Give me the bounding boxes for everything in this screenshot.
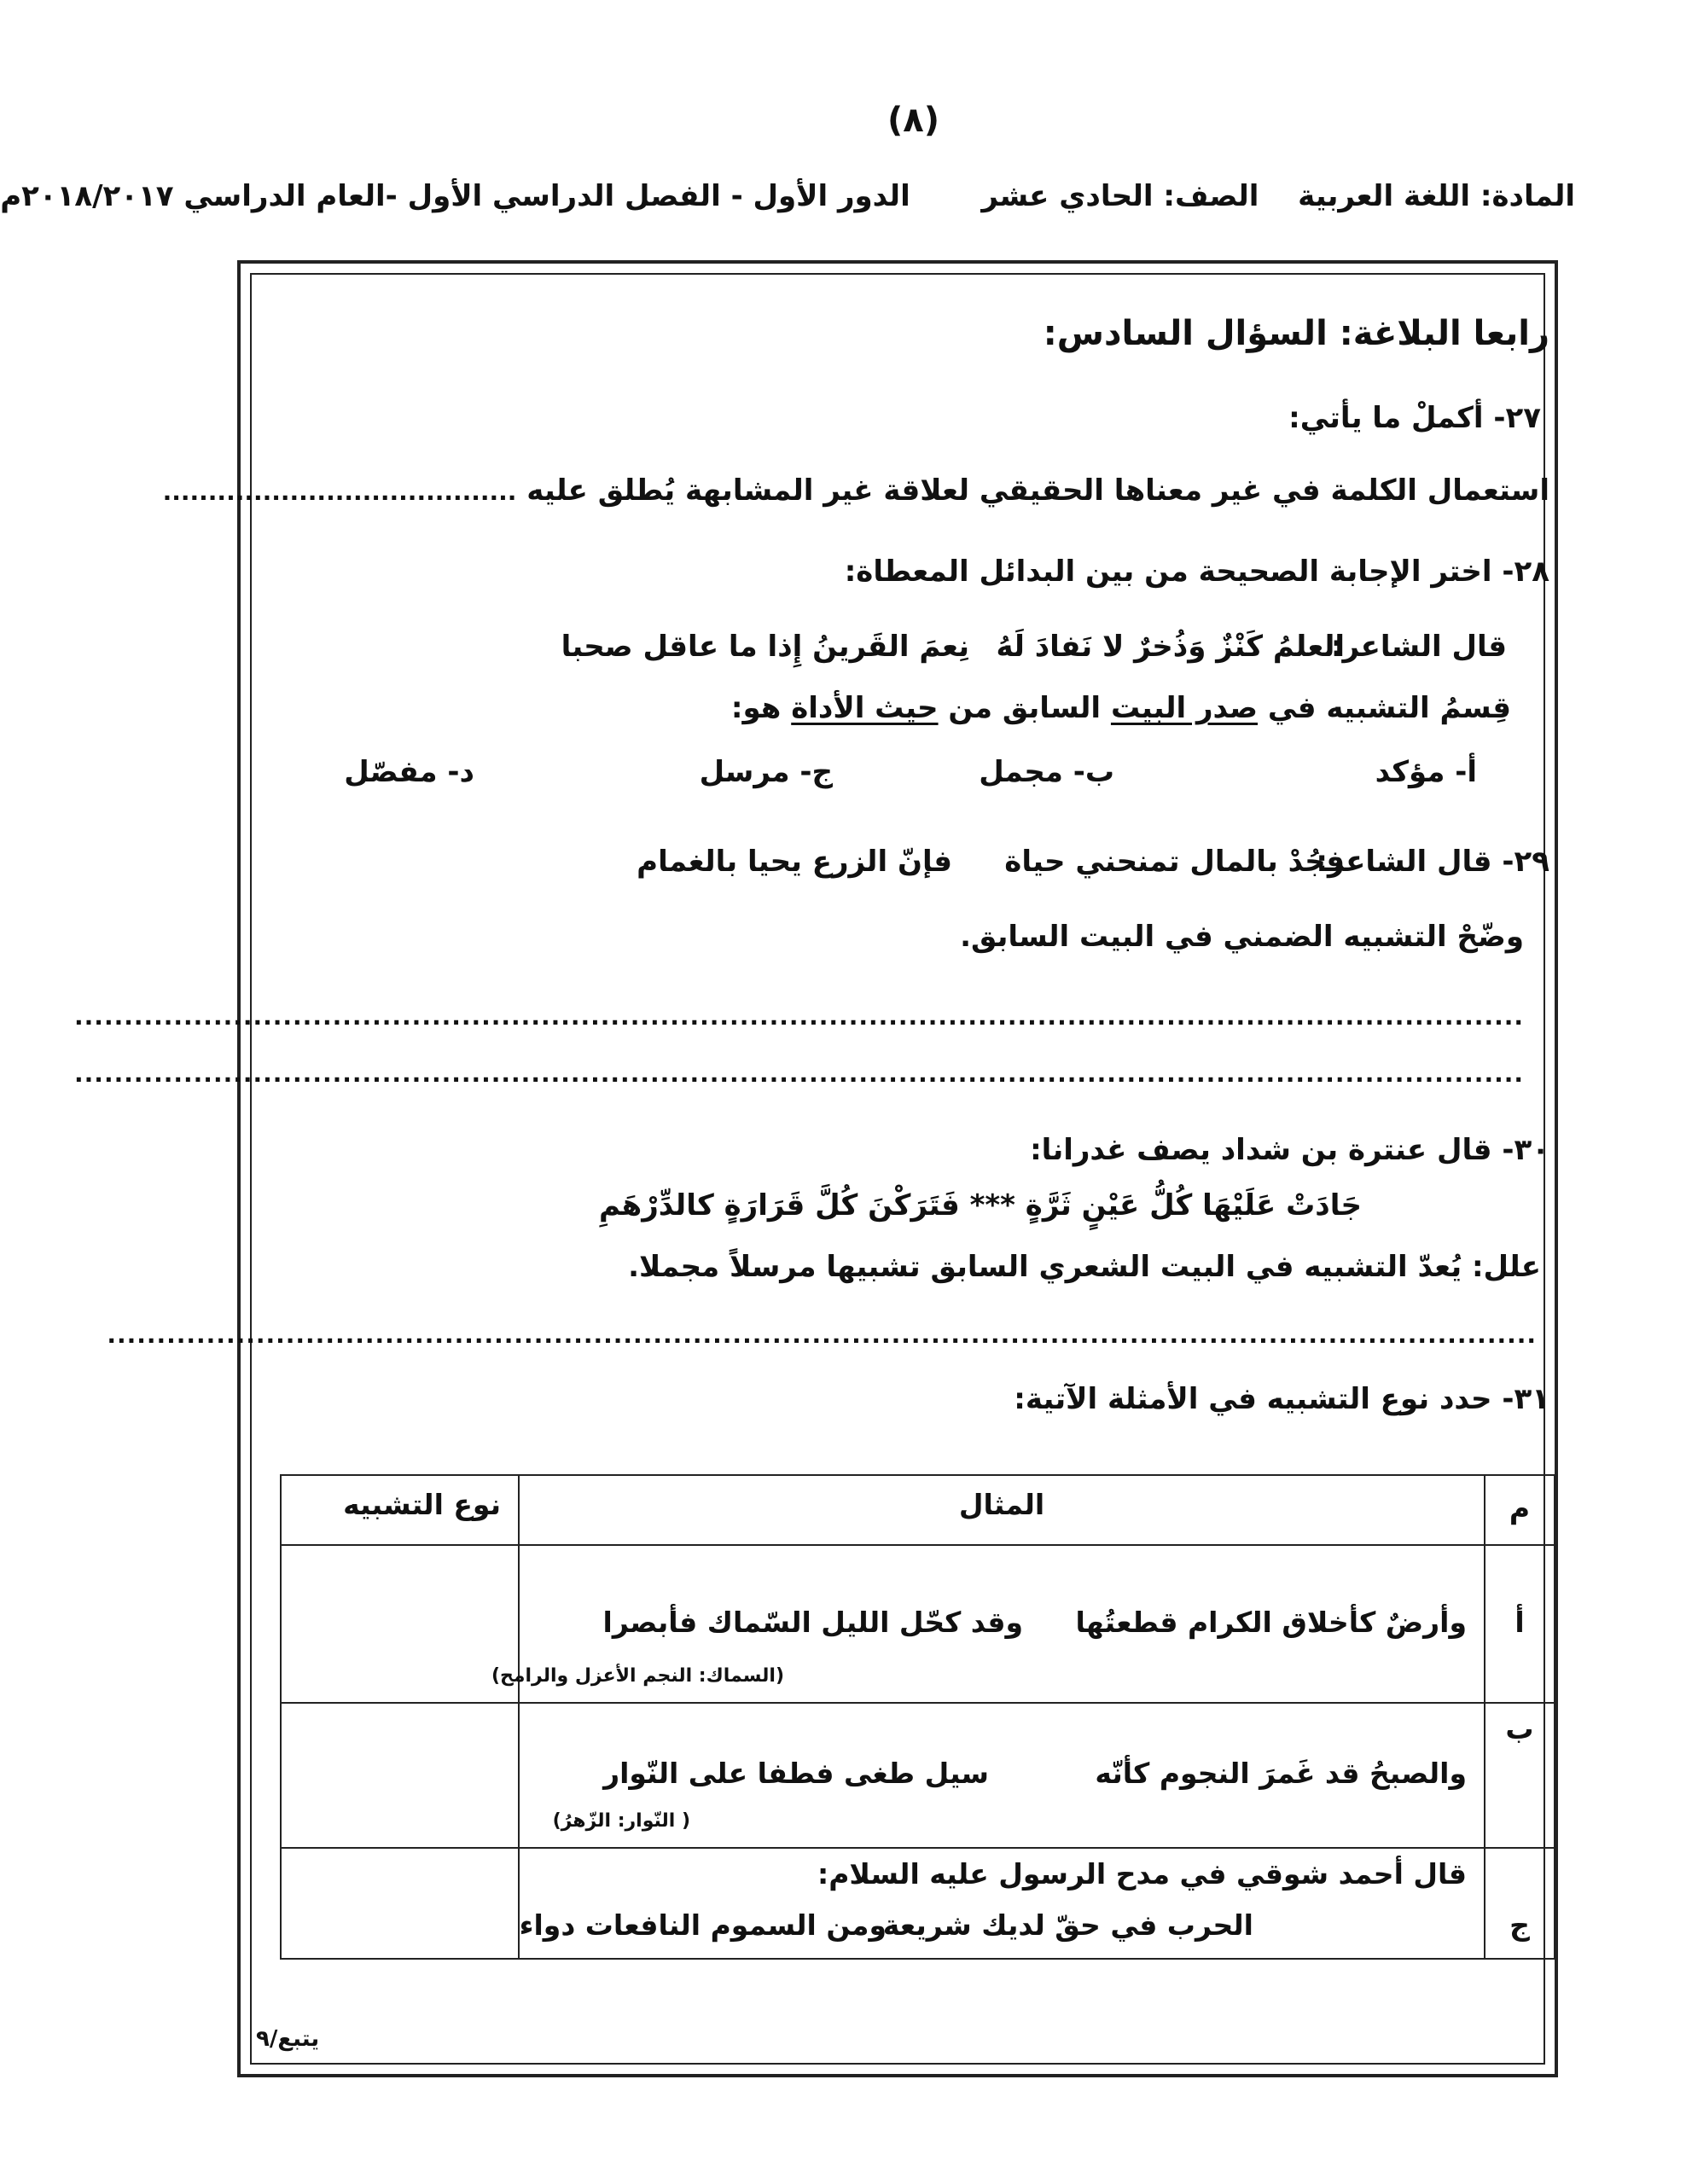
- header-session: الدور الأول - الفصل الدراسي الأول -العام الدراسي ٢٠١٨/٢٠١٧م: [0, 179, 910, 213]
- q29-answer-line-1[interactable]: ..................................................................................................................................................: [74, 1002, 1524, 1031]
- header-grade: الصف: الحادي عشر: [981, 179, 1259, 213]
- q28-question-part: هو:: [730, 691, 782, 725]
- q30-answer-line[interactable]: ................................................................................................................................................: [107, 1321, 1537, 1349]
- q28-option-b[interactable]: ب- مجمل: [979, 755, 1114, 789]
- row-label: ج: [1485, 1848, 1555, 1959]
- table-header-row: [281, 1475, 1555, 1545]
- footer-follow-note: يتبع/٩: [256, 2026, 320, 2052]
- q28-title: ٢٨- اختر الإجابة الصحيحة من بين البدائل المعطاة:: [844, 555, 1549, 589]
- q28-option-d[interactable]: د- مفصّل: [344, 755, 474, 789]
- row-example: [519, 1703, 1485, 1848]
- q28-question-underlined-1: صدر البيت: [1110, 691, 1259, 725]
- row-verse-second: ومن السموم النافعات دواء: [519, 1908, 887, 1942]
- header-type: نوع التشبيه: [281, 1475, 519, 1545]
- row-label: ب: [1485, 1703, 1555, 1848]
- section-title: رابعا البلاغة: السؤال السادس:: [1043, 314, 1549, 353]
- q28-question-part: قِسمُ التشبيه في: [1267, 691, 1511, 725]
- q29-answer-line-2[interactable]: ..................................................................................................................................................: [74, 1060, 1524, 1088]
- row-verse-first: والصبحُ قد غَمرَ النجوم كأنّه: [1095, 1757, 1467, 1790]
- q31-title: ٣١- حدد نوع التشبيه في الأمثلة الآتية:: [1014, 1382, 1549, 1416]
- q29-verse-first: فجُدْ بالمال تمنحني حياة: [1004, 845, 1345, 879]
- q27-title: ٢٧- أكملْ ما يأتي:: [1288, 401, 1541, 435]
- q28-verse-second: نِعمَ القَرينُ إِذا ما عاقل صحبا: [561, 630, 969, 664]
- q27-blank: .......................................: [162, 478, 517, 506]
- q29-verse-second: فإنّ الزرع يحيا بالغمام: [637, 845, 952, 879]
- q28-verse-first: العلمُ كَنْزٌ وَذُخرٌ لا نَفادَ لَهُ: [996, 630, 1345, 664]
- row-verse-second: وقد كحّل الليل السّماك فأبصرا: [602, 1606, 1023, 1639]
- q29-title: ٢٩- قال الشاعر:: [1316, 845, 1549, 879]
- row-note: ( النّوار: الزّهرُ): [552, 1810, 690, 1832]
- row-answer-cell[interactable]: [281, 1703, 519, 1848]
- q27-text: استعمال الكلمة في غير معناها الحقيقي لعلاقة غير المشابهة يُطلق عليه: [526, 473, 1549, 508]
- row-verse-first: الحرب في حقّ لديك شريعة: [882, 1908, 1253, 1942]
- exam-header: [0, 179, 1575, 213]
- q28-poet-label: قال الشاعر:: [1330, 630, 1507, 664]
- row-label: أ: [1485, 1545, 1555, 1703]
- row-note: (السماك: النجم الأعزل والرامح): [491, 1665, 784, 1687]
- header-subject: المادة: اللغة العربية: [1298, 179, 1575, 213]
- page-number: (٨): [887, 101, 939, 140]
- q30-title: ٣٠- قال عنترة بن شداد يصف غدرانا:: [1030, 1133, 1549, 1167]
- row-verse-second: سيل طغى فطفا على النّوار: [603, 1757, 989, 1790]
- q28-question-underlined-2: حيث الأداة: [791, 691, 939, 725]
- table-row: [281, 1703, 1555, 1848]
- row-verse-first: وأرضٌ كأخلاق الكرام قطعتُها: [1075, 1606, 1467, 1639]
- q30-question: علل: يُعدّ التشبيه في البيت الشعري السابق تشبيها مرسلاً مجملا.: [628, 1250, 1541, 1284]
- q28-option-c[interactable]: ج- مرسل: [699, 755, 833, 789]
- row-answer-cell[interactable]: [281, 1848, 519, 1959]
- header-m: م: [1485, 1475, 1555, 1545]
- q27-line: [163, 473, 1549, 508]
- row-example: [519, 1848, 1485, 1959]
- table-row: [281, 1545, 1555, 1703]
- q28-question-part: السابق من: [948, 691, 1102, 725]
- q31-table: [280, 1474, 1555, 1960]
- q28-option-a[interactable]: أ- مؤكد: [1375, 755, 1477, 789]
- row-example: [491, 1545, 1485, 1703]
- row-intro: قال أحمد شوقي في مدح الرسول عليه السلام:: [817, 1857, 1467, 1891]
- header-example: المثال: [519, 1475, 1485, 1545]
- row-answer-cell[interactable]: [281, 1545, 519, 1703]
- q28-question: [731, 691, 1511, 725]
- table-row: [281, 1848, 1555, 1959]
- q30-verse: جَادَتْ عَلَيْهَا كُلُّ عَيْنٍ ثَرَّةٍ *** فَتَرَكْنَ كُلَّ قَرَارَةٍ كالدِّرْهَمِ: [598, 1188, 1362, 1223]
- q29-question: وضّحْ التشبيه الضمني في البيت السابق.: [960, 920, 1524, 954]
